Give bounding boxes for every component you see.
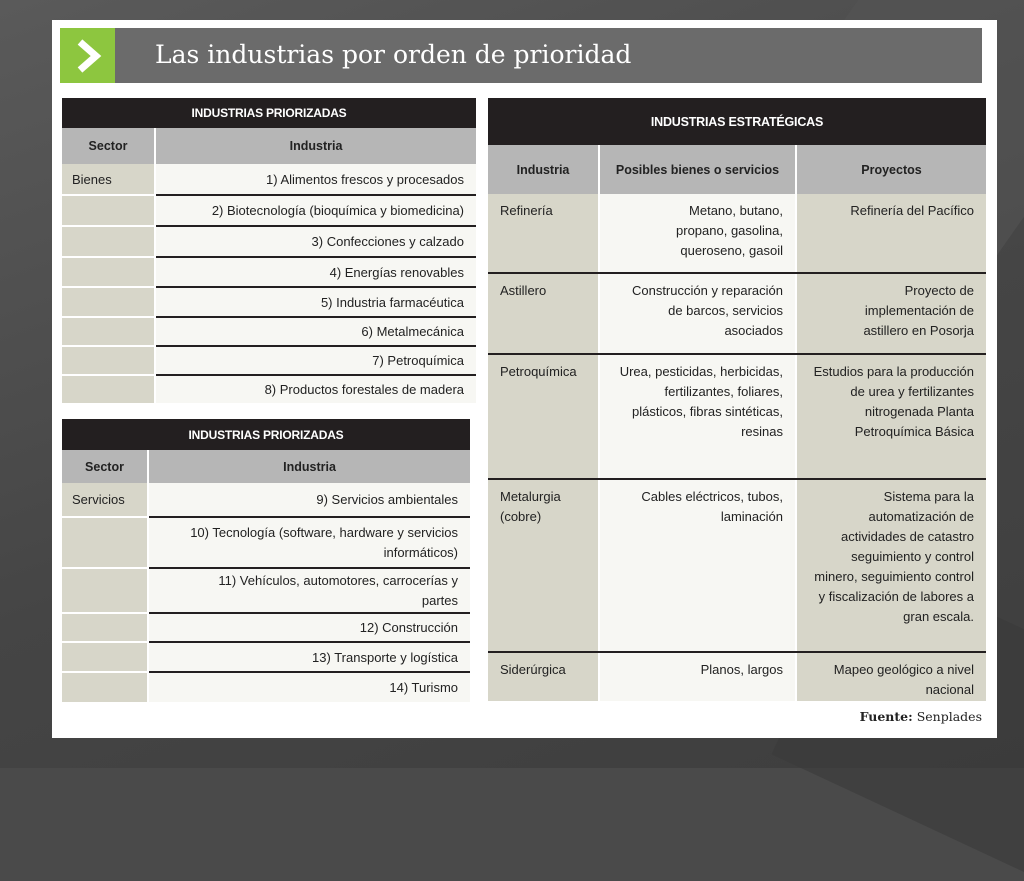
proyectos-cell: Sistema para la automatización de actividades de catastro seguimiento y control minero, seguimiento control y fiscalización de labores a gran escala. (796, 479, 986, 652)
proyectos-cell: Mapeo geológico a nivel nacional (796, 652, 986, 701)
sector-cell (62, 257, 155, 287)
bienes-cell: Planos, largos (599, 652, 796, 701)
column-header-bienes: Posibles bienes o servicios (599, 145, 796, 194)
industria-cell: 10) Tecnología (software, hardware y servicios informáticos) (148, 517, 470, 568)
industria-cell: 11) Vehículos, automotores, carrocerías y partes (148, 568, 470, 613)
sector-cell (62, 226, 155, 257)
industria-cell: 3) Confecciones y calzado (155, 226, 476, 257)
industria-cell: 8) Productos forestales de madera (155, 375, 476, 403)
industria-cell: 1) Alimentos frescos y procesados (155, 164, 476, 195)
column-header-industria: Industria (148, 450, 470, 483)
column-header-industria: Industria (488, 145, 599, 194)
column-header-sector: Sector (62, 450, 148, 483)
sector-cell (62, 613, 148, 642)
industria-cell: Siderúrgica (488, 652, 599, 701)
bienes-cell: Construcción y reparación de barcos, servicios asociados (599, 273, 796, 354)
sector-cell (62, 375, 155, 403)
chevron-right-icon (60, 28, 115, 83)
industria-cell: Metalurgia (cobre) (488, 479, 599, 652)
industria-cell: 14) Turismo (148, 672, 470, 702)
source-note (860, 709, 982, 724)
industria-cell: 5) Industria farmacéutica (155, 287, 476, 317)
sector-cell (62, 642, 148, 672)
industria-cell: 6) Metalmecánica (155, 317, 476, 346)
bienes-cell: Cables eléctricos, tubos, laminación (599, 479, 796, 652)
proyectos-cell: Estudios para la producción de urea y fertilizantes nitrogenada Planta Petroquímica Básica (796, 354, 986, 479)
table-header: INDUSTRIAS ESTRATÉGICAS (488, 98, 986, 145)
table-header: INDUSTRIAS PRIORIZADAS (62, 98, 476, 128)
page-title: Las industrias por orden de prioridad (155, 40, 632, 69)
bienes-cell: Metano, butano, propano, gasolina, queroseno, gasoil (599, 194, 796, 273)
table-header: INDUSTRIAS PRIORIZADAS (62, 419, 470, 450)
sector-cell: Bienes (62, 164, 155, 195)
table-estrategicas (488, 98, 986, 701)
sector-cell (62, 568, 148, 613)
industria-cell: Petroquímica (488, 354, 599, 479)
column-header-industria: Industria (155, 128, 476, 164)
source-label: Fuente: (859, 709, 913, 724)
table-bienes (62, 98, 476, 403)
industria-cell: 9) Servicios ambientales (148, 483, 470, 517)
proyectos-cell: Proyecto de implementación de astillero en Posorja (796, 273, 986, 354)
industria-cell: Astillero (488, 273, 599, 354)
sector-cell: Servicios (62, 483, 148, 517)
bienes-cell: Urea, pesticidas, herbicidas, fertilizantes, foliares, plásticos, fibras sintéticas, resinas (599, 354, 796, 479)
industria-cell: Refinería (488, 194, 599, 273)
table-servicios (62, 419, 470, 702)
sector-cell (62, 287, 155, 317)
sector-cell (62, 672, 148, 702)
column-header-sector: Sector (62, 128, 155, 164)
industria-cell: 13) Transporte y logística (148, 642, 470, 672)
sector-cell (62, 517, 148, 568)
industria-cell: 7) Petroquímica (155, 346, 476, 375)
industria-cell: 4) Energías renovables (155, 257, 476, 287)
proyectos-cell: Refinería del Pacífico (796, 194, 986, 273)
sector-cell (62, 346, 155, 375)
industria-cell: 2) Biotecnología (bioquímica y biomedicina) (155, 195, 476, 226)
source-value: Senplades (916, 709, 982, 724)
sector-cell (62, 195, 155, 226)
sector-cell (62, 317, 155, 346)
industria-cell: 12) Construcción (148, 613, 470, 642)
column-header-proyectos: Proyectos (796, 145, 986, 194)
title-bar (60, 28, 982, 83)
